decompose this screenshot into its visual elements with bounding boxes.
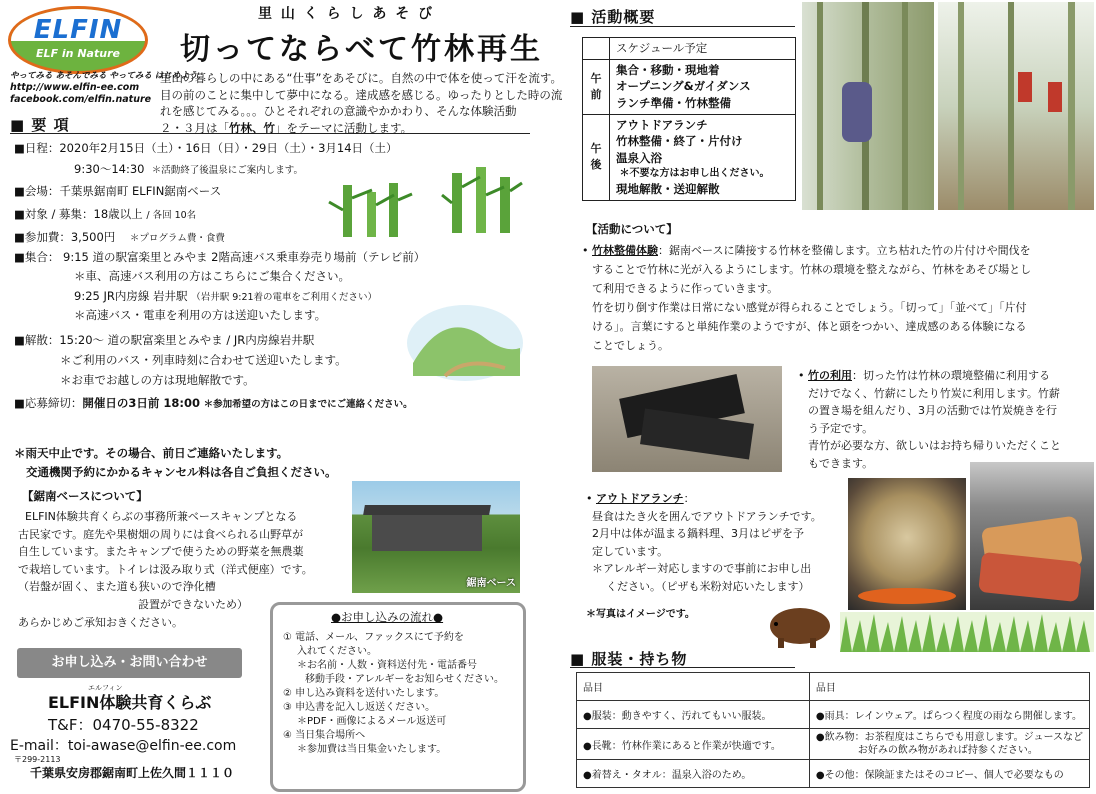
gear-head-2: 品目 [809,673,1089,701]
gear-cell: ●その他：保険証またはそのコピー、個人で必要なもの [809,760,1089,788]
gear-cell: ●長靴：竹林作業にあると作業が快適です。 [577,729,810,760]
target: ■対象 / 募集：18歳以上 / 各回 10名 [14,207,197,221]
schedule-date: ■日程：2020年2月15日（土）・16日（日）・29日（土）・3月14日（土） [14,141,398,155]
base-heading: 【鋸南ベースについて】 [22,489,148,503]
am-label: 午前 [583,59,610,114]
table-row [577,729,1090,760]
dismissal-note2: ＊お車でお越しの方は現地解散です。 [60,373,255,387]
venue: ■会場：千葉県鋸南町 ELFIN鋸南ベース [14,184,222,198]
gear-cell: ●服装：動きやすく、汚れてもいい服装。 [577,701,810,729]
gear-cell: ●着替え・タオル：温泉入浴のため。 [577,760,810,788]
hotpot-photo [848,478,966,610]
schedule-table-head: スケジュール予定 [610,38,796,60]
meeting: ■集合： 9:15 道の駅富楽里とみやま 2階高速バス乗車券売り場前（テレビ前） [14,250,426,264]
base-photo-caption: 鋸南ベース [466,578,516,589]
table-row [577,673,1090,701]
gear-head-1: 品目 [577,673,810,701]
gear-heading: ■ 服装・持ち物 [570,650,688,668]
grass-border-icon [840,612,1094,652]
intro-text: 里山の暮らしの中にある“仕事”をあそびに。自然の中で体を使って汗を流す。 目の前のことに集中して夢中になる。達成感を感じる。ゆったりとした時の流 れを感じてみる。。。ひとそれぞれの意識やかかわり、そんな体験活動 ２・３月は「竹林、竹」をテーマに活動します。 [160,71,563,136]
org-name: ELFIN体験共育くらぶ [48,693,212,712]
activity-rule [570,26,795,27]
schedule-table [582,37,796,201]
fee: ■参加費：3,500円 ＊プログラム費・食費 [14,230,225,244]
table-row [577,760,1090,788]
base-photo [352,481,520,593]
pm-schedule: アウトドアランチ 竹林整備・終了・片付け 温泉入浴 ＊不要な方はお申し出ください。 現地解散・送迎解散 [610,114,796,200]
page-title: 切ってならべて竹林再生 [180,32,543,67]
dismissal: ■解散：15:20～ 道の駅富楽里とみやま / JR内房線岩井駅 [14,333,315,347]
bamboo-illustration-icon [325,180,415,240]
org-ruby: エルフィン [88,684,123,692]
meeting-note2: ＊高速バス・電車を利用の方は送迎いたします。 [74,308,327,322]
elfin-logo [8,6,148,74]
about-outdoor-lunch: • アウトドアランチ： 昼食はたき火を囲んでアウトドアランチです。 2月中は体が温まる鍋料理、3月はピザを予 定しています。 ＊アレルギー対応しますので事前にお申し出 ください。（ピザも米粉対応いたします） [586,492,822,593]
pizza-photo [970,462,1094,610]
application-flow-box [270,602,526,792]
phone[interactable]: T&F：0470-55-8322 [48,716,199,734]
gear-rule [570,667,795,668]
activity-heading: ■ 活動概要 [570,8,656,26]
boar-illustration-icon [764,600,834,650]
flow-steps: ① 電話、メール、ファックスにて予約を 入れてください。 ＊お名前・人数・資料送付先・電話番号 移動手段・アレルギーをお知らせください。 ② 申し込み資料を送付いたします。 ③ 申込書を記入し返送ください。 ＊PDF・画像によるメール返送可 ④ 当日集合場所へ ＊参加費は当日集金いたします。 [283,632,505,755]
am-schedule: 集合・移動・現地着 オープニング&ガイダンス ランチ準備・竹林整備 [610,59,796,114]
email[interactable]: E-mail：toi-awase@elfin-ee.com [10,738,237,754]
logo-name: ELFIN [33,15,123,45]
photo-note: ＊写真はイメージです。 [586,609,695,620]
landscape-illustration-icon [405,298,525,383]
bamboo-charcoal-photo [592,366,782,472]
table-row [577,701,1090,729]
website-link[interactable]: http://www.elfin-ee.com [10,82,140,93]
gear-table [576,672,1090,788]
about-bamboo-maintenance: • 竹林整備体験：鋸南ベースに隣接する竹林を整備します。立ち枯れた竹の片付けや間伐を することで竹林に光が入るようにします。竹林の環境を整えながら、竹林をあそび場とし て利用できるように作っていきます。 竹を切り倒す作業は日常にない感覚が得られることでしょう。「切って」「並べて」「片付 ける」。言葉にすると単純作業のようですが、体と頭をつかい、達成感のある体験になる ことでしょう。 [582,244,1032,352]
about-heading: 【活動について】 [586,222,678,236]
dismissal-note1: ＊ご利用のバス・列車時刻に合わせて送迎いたします。 [60,353,347,367]
deadline: ■応募締切：開催日の3日前 18:00 ＊参加希望の方はこの日までにご連絡ください。 [14,396,413,410]
address: 千葉県安房郡鋸南町上佐久間１１１０ [30,766,235,780]
tagline: やってみる あそんでみる やってみる はじめよう [10,71,198,81]
summary-heading: ■ 要 項 [10,116,70,134]
summary-rule [10,133,530,134]
cancel-notice: 交通機関予約にかかるキャンセル料は各自ご負担ください。 [26,465,337,479]
bamboo-work-photo-1 [802,2,934,210]
contact-button[interactable]: お申し込み・お問い合わせ [17,648,242,678]
page-kicker: 里 山 く ら し あ そ び [258,6,435,22]
meeting-station: 9:25 JR内房線 岩井駅 （岩井駅 9:21着の電車をご利用ください） [74,289,378,303]
base-description: ELFIN体験共育くらぶの事務所兼ベースキャンプとなる 古民家です。庭先や果樹畑の周りには食べられる山野草が 自生しています。またキャンプで使うための野菜を無農薬 で栽培しています。トイレは汲み取り式（洋式便座）です。 （岩盤が固く、また道も狭いので浄化槽 設置ができないため） あらかじめご承知おきください。 [18,510,313,629]
bamboo-work-photo-2 [938,2,1094,210]
flow-title: ●お申し込みの流れ● [331,610,444,624]
pm-label: 午後 [583,114,610,200]
about-bamboo-use: • 竹の利用：切った竹は竹林の環境整備に利用する だけでなく、竹薪にしたり竹炭に利用します。竹薪 の置き場を組んだり、3月の活動では竹炭焼きを行 う予定です。 青竹が必要な方、欲しいはお持ち帰りいただくこと もできます。 [798,369,1061,470]
meeting-note1: ＊車、高速バス利用の方はこちらにご集合ください。 [74,269,350,283]
rain-notice: ＊雨天中止です。その場合、前日ご連絡いたします。 [14,446,289,460]
gear-cell: ●雨具：レインウェア。ぱらつく程度の雨なら開催します。 [809,701,1089,729]
schedule-time: 9:30～14:30 ＊活動終了後温泉にご案内します。 [74,162,304,176]
bamboo-illustration-2-icon [440,165,525,235]
gear-cell-drinks: ●飲み物：お茶程度はこちらでも用意します。ジュースなど お好みの飲み物があれば持参ください。 [809,729,1089,760]
facebook-link[interactable]: facebook.com/elfin.nature [10,94,152,105]
zip: 〒299-2113 [14,755,61,764]
logo-subtitle: ELF in Nature [36,47,120,60]
